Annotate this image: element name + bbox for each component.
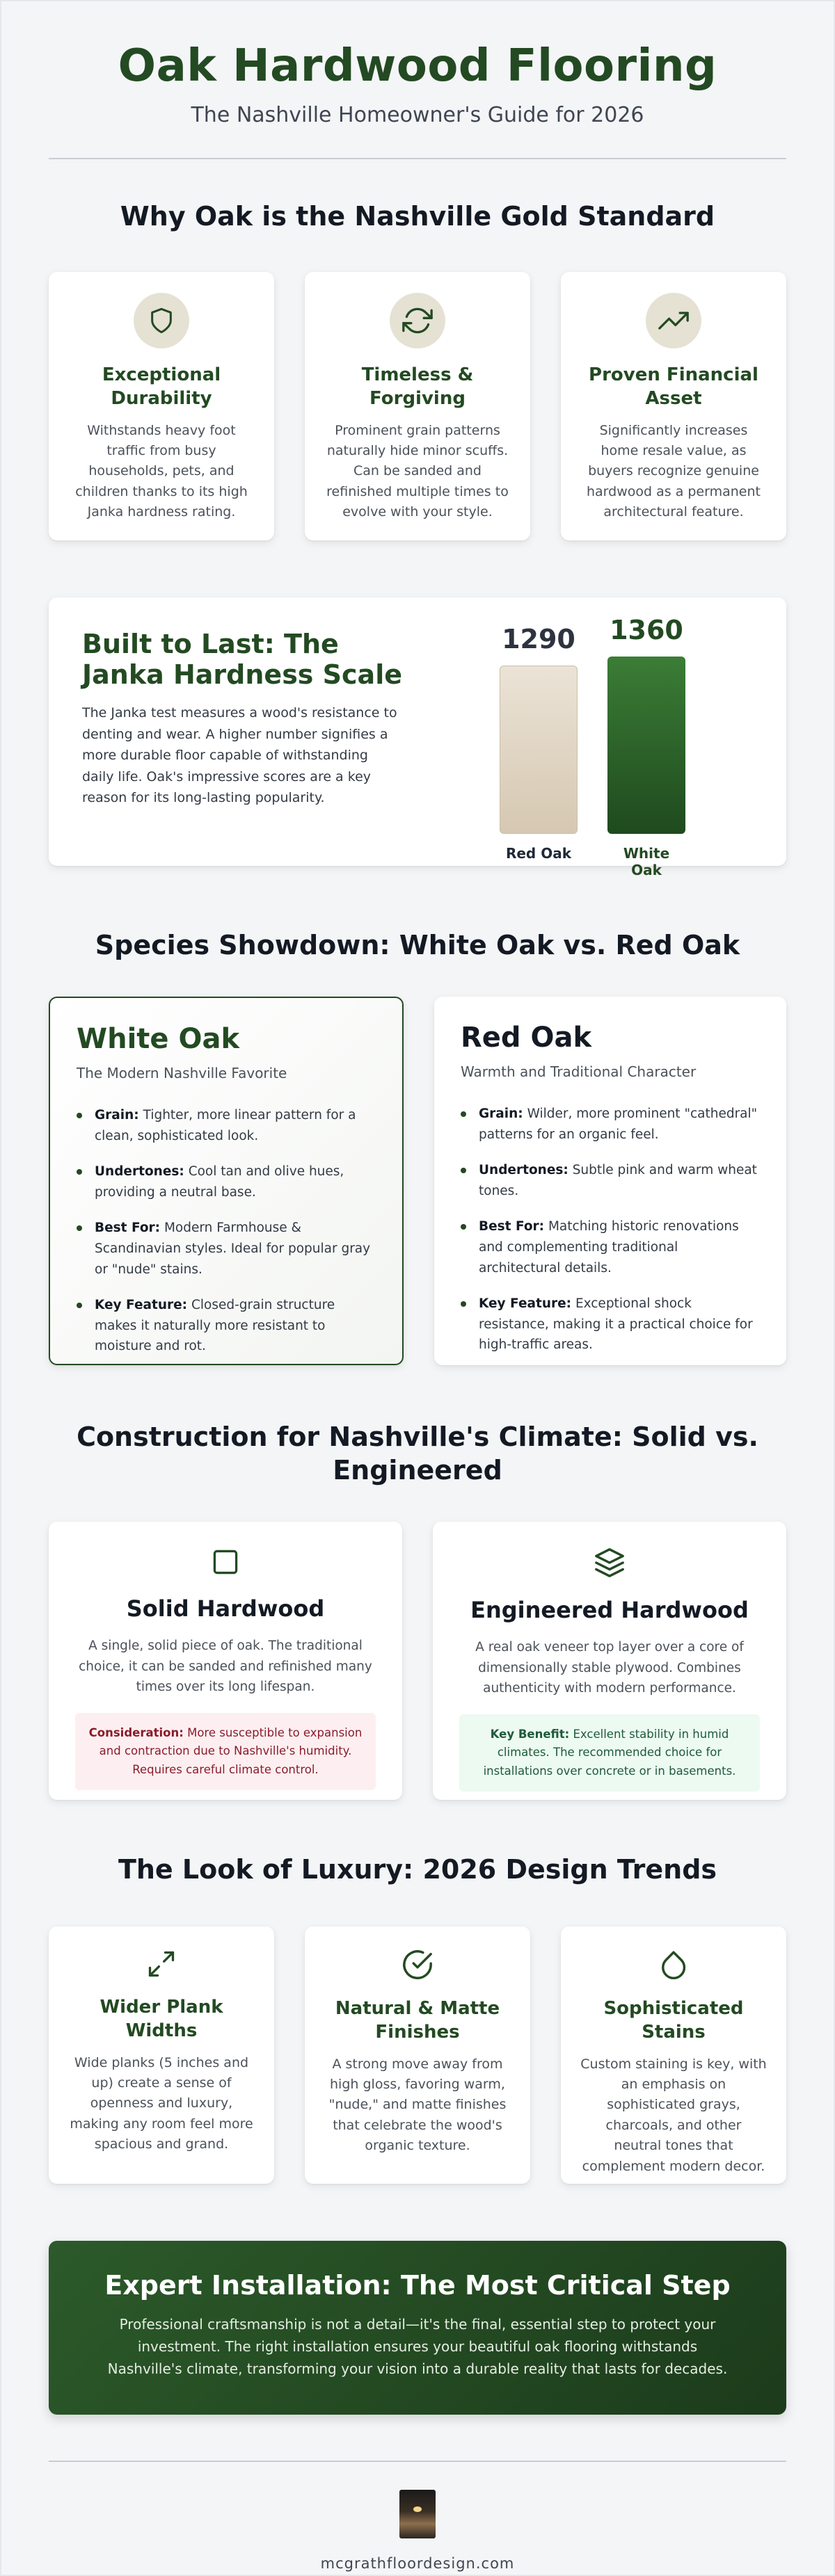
company-logo <box>399 2490 436 2538</box>
trend-title: Natural & Matte Finishes <box>335 1998 500 2043</box>
construction-cards <box>49 1522 786 1800</box>
benefit-text: Withstands heavy foot traffic from busy households, pets, and children thanks to its high Janka hardness rating. <box>75 422 248 520</box>
construction-text: A real oak veneer top layer over a core of dimensionally stable plywood. Combines authenticity with modern performance. <box>475 1640 744 1696</box>
list-item: Best For: Matching historic renovations and complementing traditional architectural details. <box>461 1216 760 1278</box>
janka-title: Built to Last: The Janka Hardness Scale <box>82 629 402 690</box>
installation-text: Professional craftsmanship is not a detail—it's the final, essential step to protect your investment. The right installation ensures your beautiful oak flooring withstands Nashville's climate, transforming your vision into a durable reality that lasts for decades. <box>107 2316 728 2377</box>
trend-text: Custom staining is key, with an emphasis on sophisticated grays, charcoals, and other neutral tones that complement modern decor. <box>580 2056 767 2174</box>
trends-section-title: The Look of Luxury: 2026 Design Trends <box>118 1854 717 1885</box>
bar <box>500 666 578 834</box>
janka-card <box>49 597 786 878</box>
bar-group <box>500 624 578 862</box>
species-name: Red Oak <box>461 1022 592 1054</box>
benefit-card-timeless <box>305 272 530 540</box>
page-header <box>49 1 786 127</box>
installation-banner <box>49 2241 786 2415</box>
species-feature-list <box>77 1105 376 1357</box>
benefit-title: Proven Financial Asset <box>589 364 758 409</box>
page-title: Oak Hardwood Flooring <box>118 40 717 92</box>
expand-arrows-icon <box>146 1969 177 1982</box>
list-item: Best For: Modern Farmhouse & Scandinavian styles. Ideal for popular gray or "nude" stains. <box>77 1218 376 1280</box>
trend-title: Sophisticated Stains <box>603 1998 744 2043</box>
trend-card-wider-planks <box>49 1926 274 2184</box>
construction-text: A single, solid piece of oak. The traditional choice, it can be sanded and refinished many times over its long lifespan. <box>79 1639 372 1695</box>
page-subtitle: The Nashville Homeowner's Guide for 2026 <box>191 103 644 127</box>
species-feature-list <box>461 1104 760 1355</box>
trend-text: Wide planks (5 inches and up) create a sense of openness and luxury, making any room feel more spacious and grand. <box>70 2054 253 2152</box>
consideration-note: Consideration: More susceptible to expansion and contraction due to Nashville's humidity. Requires careful climate control. <box>75 1713 376 1790</box>
bar-category-label: Red Oak <box>505 845 572 862</box>
footer <box>49 2462 786 2572</box>
species-tagline: The Modern Nashville Favorite <box>77 1065 287 1081</box>
check-circle-icon <box>401 1970 434 1983</box>
list-item: Grain: Wilder, more prominent "cathedral" patterns for an organic feel. <box>461 1104 760 1145</box>
benefit-title: Exceptional Durability <box>102 364 221 409</box>
red-oak-card <box>434 997 786 1365</box>
white-oak-card <box>49 997 404 1365</box>
janka-description <box>82 629 402 834</box>
construction-section-title: Construction for Nashville's Climate: Solid vs. Engineered <box>77 1422 758 1486</box>
benefit-text: Significantly increases home resale value, as buyers recognize genuine hardwood as a permanent architectural feature. <box>587 422 761 520</box>
trend-title: Wider Plank Widths <box>100 1997 223 2041</box>
list-item: Key Feature: Closed-grain structure makes it naturally more resistant to moisture and rot. <box>77 1295 376 1357</box>
species-name: White Oak <box>77 1023 240 1055</box>
benefit-card-durability <box>49 272 274 540</box>
trend-card-matte-finishes <box>305 1926 530 2184</box>
footer-website-link[interactable]: mcgrathfloordesign.com <box>320 2555 515 2572</box>
janka-text: The Janka test measures a wood's resistance to denting and wear. A higher number signifies a more durable floor capable of withstanding daily life. Oak's impressive scores are a key reason for its long-lasting popularity. <box>82 705 397 805</box>
bar-category-label: White Oak <box>623 845 670 878</box>
benefit-text: Prominent grain patterns naturally hide minor scuffs. Can be sanded and refinished multiple times to evolve with your style. <box>326 422 509 520</box>
bar-group <box>607 615 685 878</box>
why-section-title: Why Oak is the Nashville Gold Standard <box>120 201 715 232</box>
trending-up-icon <box>646 293 701 348</box>
construction-title: Engineered Hardwood <box>470 1597 749 1623</box>
list-item: Undertones: Subtle pink and warm wheat tones. <box>461 1160 760 1201</box>
bar-value-label: 1290 <box>502 624 575 654</box>
header-divider <box>49 158 786 159</box>
species-cards <box>49 997 786 1365</box>
bar-value-label: 1360 <box>610 615 683 645</box>
species-section-title: Species Showdown: White Oak vs. Red Oak <box>95 930 740 960</box>
construction-title: Solid Hardwood <box>126 1595 325 1622</box>
trend-text: A strong move away from high gloss, favoring warm, "nude," and matte finishes that celebrate the wood's organic texture. <box>328 2056 507 2154</box>
trend-cards <box>49 1926 786 2184</box>
benefit-card-financial <box>561 272 786 540</box>
installation-title: Expert Installation: The Most Critical Step <box>104 2270 731 2301</box>
janka-bar-chart <box>402 615 753 878</box>
benefit-title: Timeless & Forgiving <box>361 364 474 409</box>
list-item: Grain: Tighter, more linear pattern for a clean, sophisticated look. <box>77 1105 376 1146</box>
key-benefit-note: Key Benefit: Excellent stability in humid climates. The recommended choice for installations over concrete or in basements. <box>459 1714 760 1792</box>
square-icon <box>210 1567 241 1580</box>
droplet-icon <box>658 1970 690 1983</box>
engineered-hardwood-card <box>433 1522 786 1800</box>
species-tagline: Warmth and Traditional Character <box>461 1063 697 1080</box>
shield-icon <box>134 293 189 348</box>
trend-card-stains <box>561 1926 786 2184</box>
layers-icon <box>594 1568 626 1581</box>
bar <box>607 657 685 834</box>
why-cards <box>49 272 786 540</box>
list-item: Undertones: Cool tan and olive hues, providing a neutral base. <box>77 1161 376 1202</box>
list-item: Key Feature: Exceptional shock resistance, making it a practical choice for high-traffic areas. <box>461 1294 760 1355</box>
refresh-icon <box>390 293 445 348</box>
solid-hardwood-card <box>49 1522 402 1800</box>
